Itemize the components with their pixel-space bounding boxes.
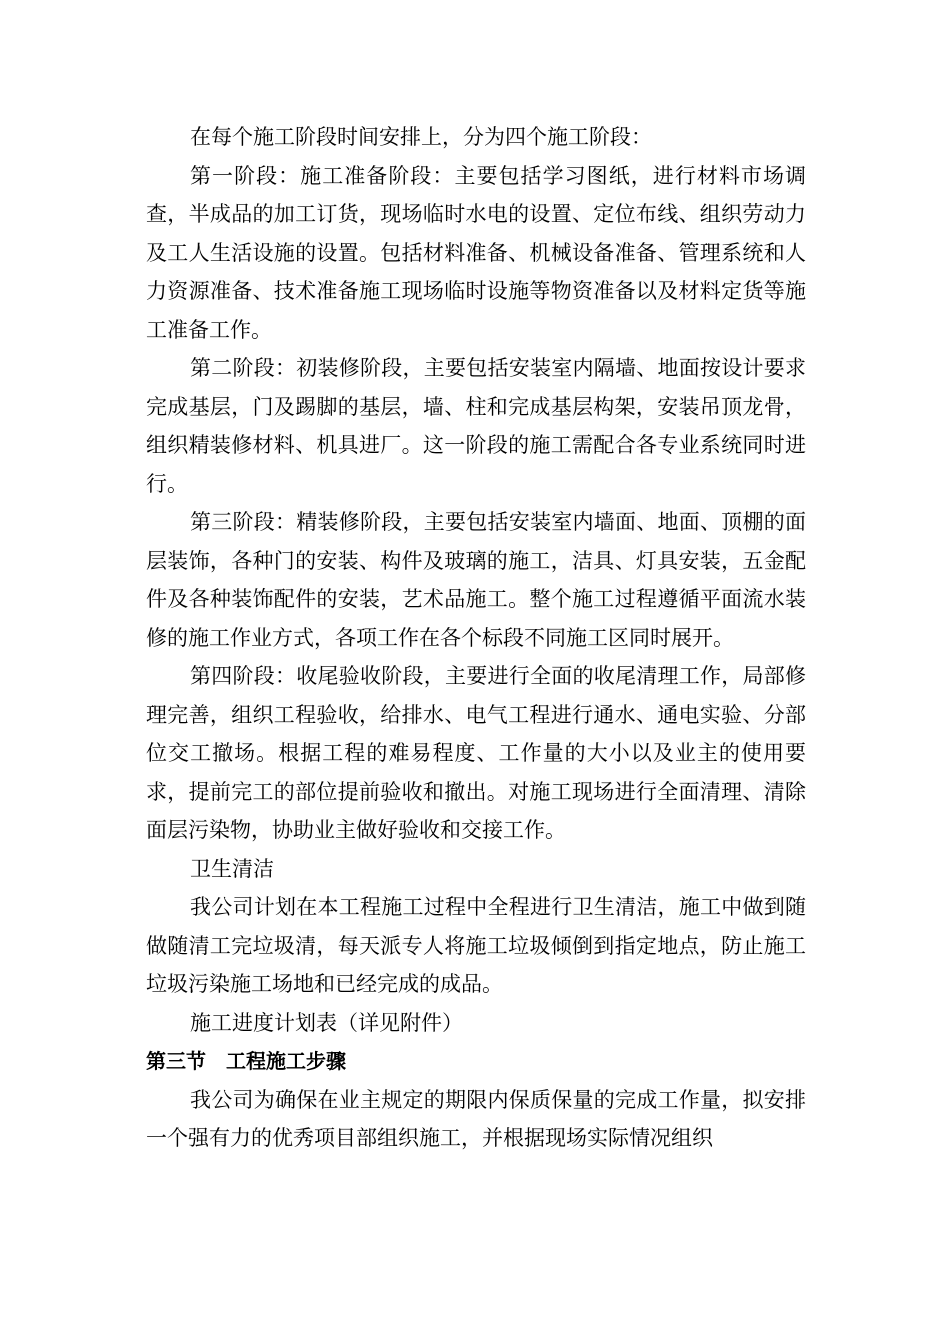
section-three-body: 我公司为确保在业主规定的期限内保质保量的完成工作量，拟安排一个强有力的优秀项目部组织施工，并根据现场实际情况组织: [146, 1087, 806, 1150]
section-three-heading: 第三节 工程施工步骤: [146, 1049, 346, 1073]
stage-two: 第二阶段：初装修阶段，主要包括安装室内隔墙、地面按设计要求完成基层，门及踢脚的基层，墙、柱和完成基层构架，安装吊顶龙骨，组织精装修材料、机具进厂。这一阶段的施工需配合各专业系统同时进行。: [146, 356, 806, 496]
schedule-table-note: 施工进度计划表（详见附件）: [190, 1010, 463, 1035]
schedule-intro: 在每个施工阶段时间安排上，分为四个施工阶段：: [190, 125, 652, 149]
stage-one: 第一阶段：施工准备阶段：主要包括学习图纸，进行材料市场调查，半成品的加工订货，现场临时水电的设置、定位布线、组织劳动力及工人生活设施的设置。包括材料准备、机械设备准备、管理系统和人力资源准备、技术准备施工现场临时设施等物资准备以及材料定货等施工准备工作。: [146, 163, 806, 342]
stage-three: 第三阶段：精装修阶段，主要包括安装室内墙面、地面、顶棚的面层装饰，各种门的安装、构件及玻璃的施工，洁具、灯具安装，五金配件及各种装饰配件的安装，艺术品施工。整个施工过程遵循平面流水装修的施工作业方式，各项工作在各个标段不同施工区同时展开。: [146, 510, 806, 650]
document-body: [146, 118, 806, 1158]
cleaning-title: 卫生清洁: [190, 856, 274, 881]
stage-four: 第四阶段：收尾验收阶段，主要进行全面的收尾清理工作，局部修理完善，组织工程验收，给排水、电气工程进行通水、通电实验、分部位交工撤场。根据工程的难易程度、工作量的大小以及业主的使用要求，提前完工的部位提前验收和撤出。对施工现场进行全面清理、清除面层污染物，协助业主做好验收和交接工作。: [146, 664, 806, 842]
cleaning-body: 我公司计划在本工程施工过程中全程进行卫生清洁，施工中做到随做随清工完垃圾清，每天派专人将施工垃圾倾倒到指定地点，防止施工垃圾污染施工场地和已经完成的成品。: [146, 895, 806, 996]
